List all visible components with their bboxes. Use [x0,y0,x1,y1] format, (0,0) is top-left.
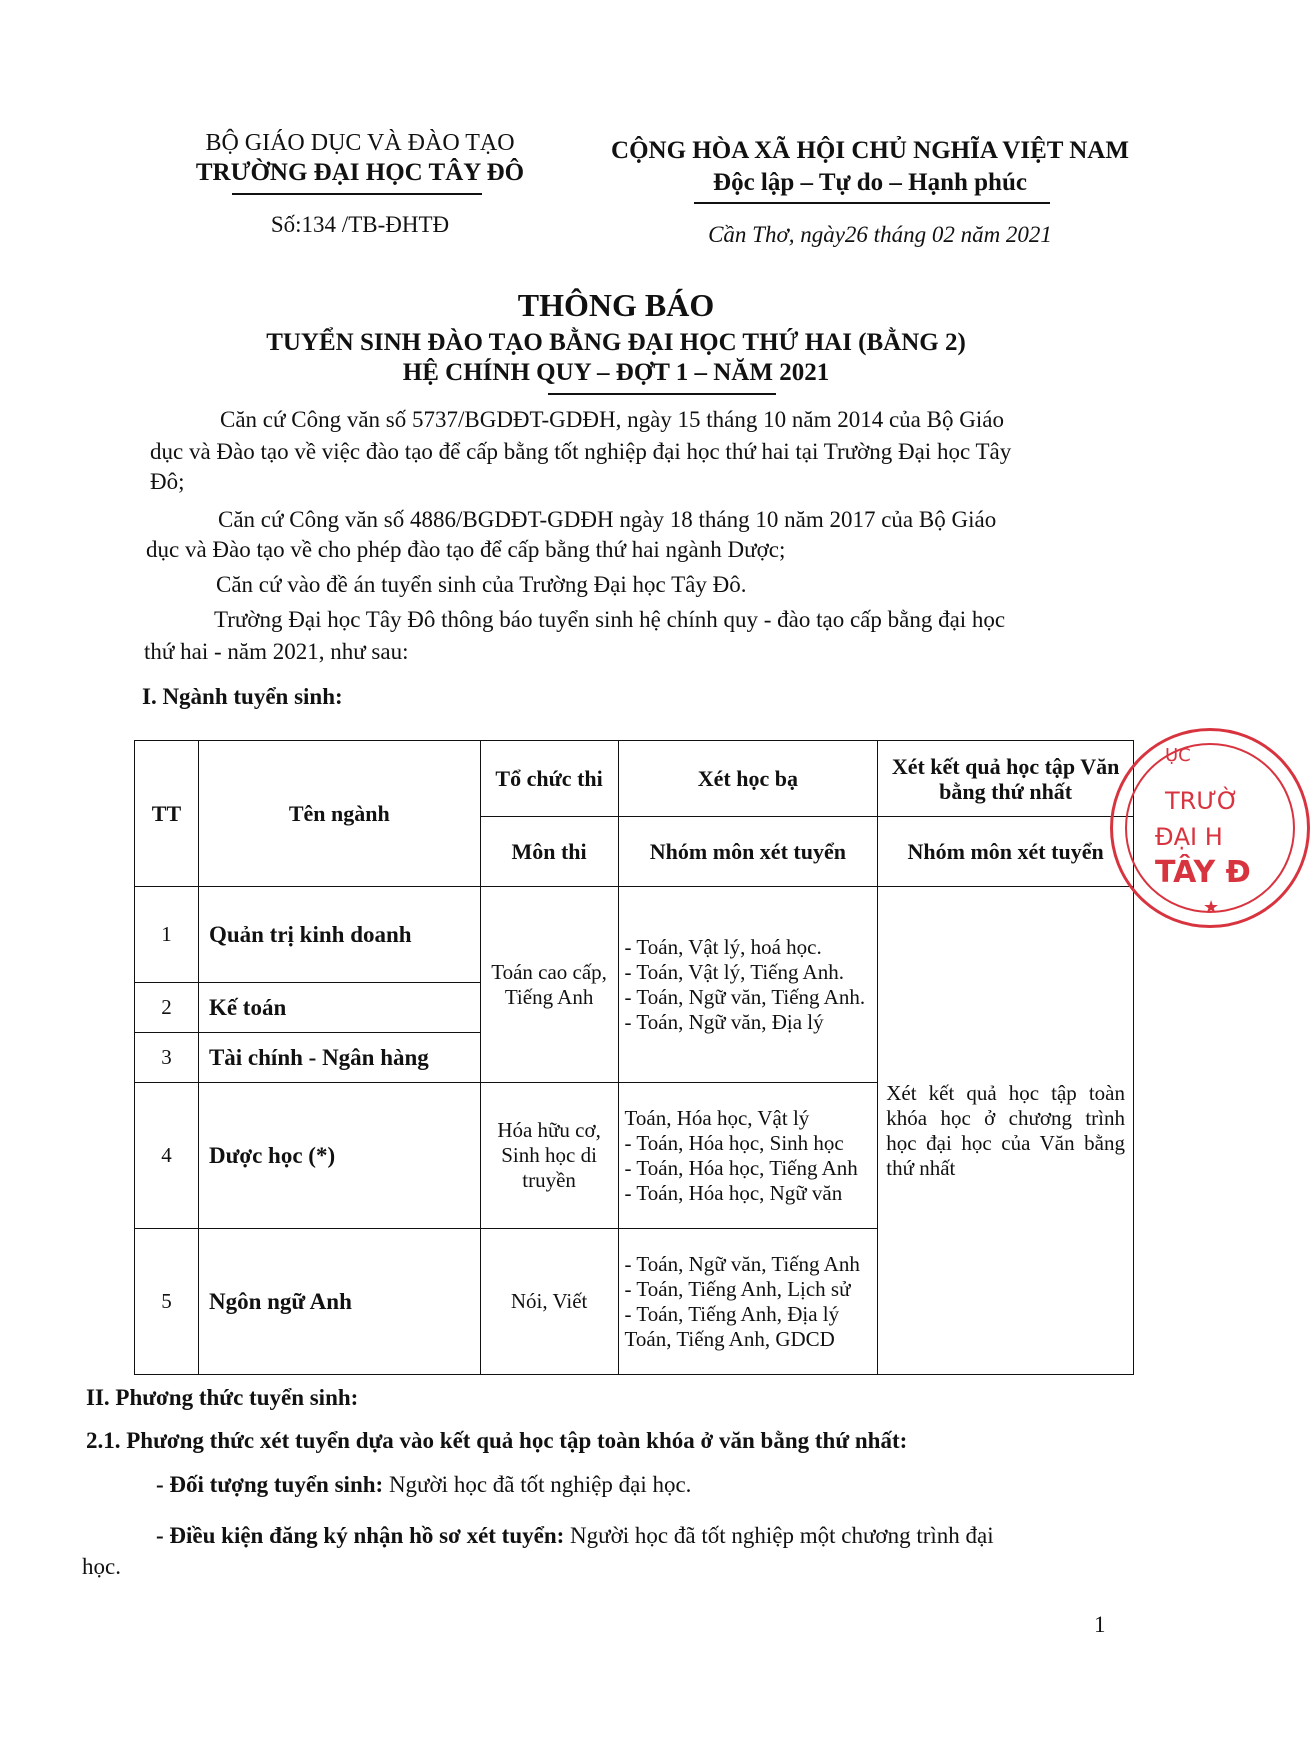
subject-combination: - Toán, Hóa học, Ngữ văn [624,1180,843,1205]
document-title: THÔNG BÁO [517,287,715,323]
document-subtitle-2: HỆ CHÍNH QUY – ĐỢT 1 – NĂM 2021 [402,359,830,386]
paragraph-2-line-2: dục và Đào tạo về cho phép đào tạo để cấp bằng thứ hai ngành Dược; [146,537,786,562]
paragraph-2-line-1: Căn cứ Công văn số 4886/BGDĐT-GDĐH ngày 18 tháng 10 năm 2017 của Bộ Giáo [218,507,997,532]
header-first-degree-result: Xét kết quả học tập Văn bằng thứ nhất [878,741,1134,817]
country-name: CỘNG HÒA XÃ HỘI CHỦ NGHĨA VIỆT NAM [611,137,1129,164]
bullet-registration-conditions [156,1521,994,1551]
section-2-1-heading: 2.1. Phương thức xét tuyển dựa vào kết quả học tập toàn khóa ở văn bằng thứ nhất: [86,1428,908,1453]
subject-combination: Toán, Hóa học, Vật lý [624,1105,810,1130]
subject-combination: Toán, Tiếng Anh, GDCD [624,1326,835,1351]
document-number: Số:134 /TB-ĐHTĐ [270,212,450,237]
school-underline [232,193,482,195]
header-school-record: Xét học bạ [618,741,878,817]
header-exam-subjects: Môn thi [480,817,618,887]
paragraph-1-line-1: Căn cứ Công văn số 5737/BGDĐT-GDĐH, ngày 15 tháng 10 năm 2014 của Bộ Giáo [220,407,1004,432]
official-seal: ỤC TRƯỜ ĐẠI H TÂY Đ ★ [1110,728,1310,928]
subject-combination: - Toán, Ngữ văn, Địa lý [624,1009,824,1034]
major-name: Dược học (*) [198,1083,480,1229]
subject-combination: - Toán, Hóa học, Tiếng Anh [624,1155,858,1180]
header-major-name: Tên ngành [198,741,480,887]
school-name: TRƯỜNG ĐẠI HỌC TÂY ĐÔ [195,159,525,186]
header-record-subject-group: Nhóm môn xét tuyển [618,817,878,887]
exam-subjects-group-3: Nói, Viết [480,1229,618,1375]
bullet-continuation: học. [82,1554,121,1579]
exam-subjects-group-2: Hóa hữu cơ, Sinh học di truyền [480,1083,618,1229]
table-row [135,887,1134,983]
paragraph-4-line-2: thứ hai - năm 2021, như sau: [144,639,409,664]
row-number: 4 [135,1083,199,1229]
admissions-table [134,740,1134,1375]
subject-combination: - Toán, Vật lý, Tiếng Anh. [624,959,844,984]
paragraph-1-line-3: Đô; [150,469,185,494]
subject-combination: - Toán, Hóa học, Sinh học [624,1130,844,1155]
bullet-label: - Đối tượng tuyển sinh: [156,1472,384,1497]
paragraph-1-line-2: dục và Đào tạo về việc đào tạo để cấp bằng tốt nghiệp đại học thứ hai tại Trường Đại học Tây [150,439,1012,464]
first-degree-result-criteria: Xét kết quả học tập toàn khóa học ở chương trình học đại học của Văn bằng thứ nhất [878,887,1134,1375]
subject-combination: - Toán, Ngữ văn, Tiếng Anh. [624,984,866,1009]
paragraph-3: Căn cứ vào đề án tuyển sinh của Trường Đại học Tây Đô. [216,572,747,597]
record-subjects-group-2 [618,1083,878,1229]
exam-subjects-group-1: Toán cao cấp, Tiếng Anh [480,887,618,1083]
subject-combination: - Toán, Vật lý, hoá học. [624,934,822,959]
subject-combination: - Toán, Tiếng Anh, Địa lý [624,1301,840,1326]
section-2-heading: II. Phương thức tuyển sinh: [86,1385,359,1410]
major-name: Kế toán [198,983,480,1033]
bullet-target-applicants [156,1470,691,1500]
row-number: 2 [135,983,199,1033]
subject-combination: - Toán, Ngữ văn, Tiếng Anh [624,1251,860,1276]
bullet-text: Người học đã tốt nghiệp một chương trình đại [564,1523,994,1548]
major-name: Tài chính - Ngân hàng [198,1033,480,1083]
subject-combination: - Toán, Tiếng Anh, Lịch sử [624,1276,851,1301]
ministry-name: BỘ GIÁO DỤC VÀ ĐÀO TẠO [205,130,515,156]
major-name: Ngôn ngữ Anh [198,1229,480,1375]
record-subjects-group-3 [618,1229,878,1375]
major-name: Quản trị kinh doanh [198,887,480,983]
header-tt: TT [135,741,199,887]
section-1-heading: I. Ngành tuyển sinh: [142,684,343,709]
header-exam: Tổ chức thi [480,741,618,817]
record-subjects-group-1 [618,887,878,1083]
bullet-label: - Điều kiện đăng ký nhận hồ sơ xét tuyển: [156,1523,565,1548]
page-number: 1 [1094,1612,1106,1637]
national-motto: Độc lập – Tự do – Hạnh phúc [713,169,1027,196]
motto-underline [694,202,1050,204]
row-number: 5 [135,1229,199,1375]
bullet-text: Người học đã tốt nghiệp đại học. [383,1472,692,1497]
header-result-subject-group: Nhóm môn xét tuyển [878,817,1134,887]
place-date: Cần Thơ, ngày26 tháng 02 năm 2021 [708,222,1052,247]
title-underline [548,393,776,395]
document-subtitle: TUYỂN SINH ĐÀO TẠO BẰNG ĐẠI HỌC THỨ HAI (BẰNG 2) [266,329,966,356]
row-number: 1 [135,887,199,983]
paragraph-4-line-1: Trường Đại học Tây Đô thông báo tuyển sinh hệ chính quy - đào tạo cấp bằng đại học [214,607,1006,632]
row-number: 3 [135,1033,199,1083]
